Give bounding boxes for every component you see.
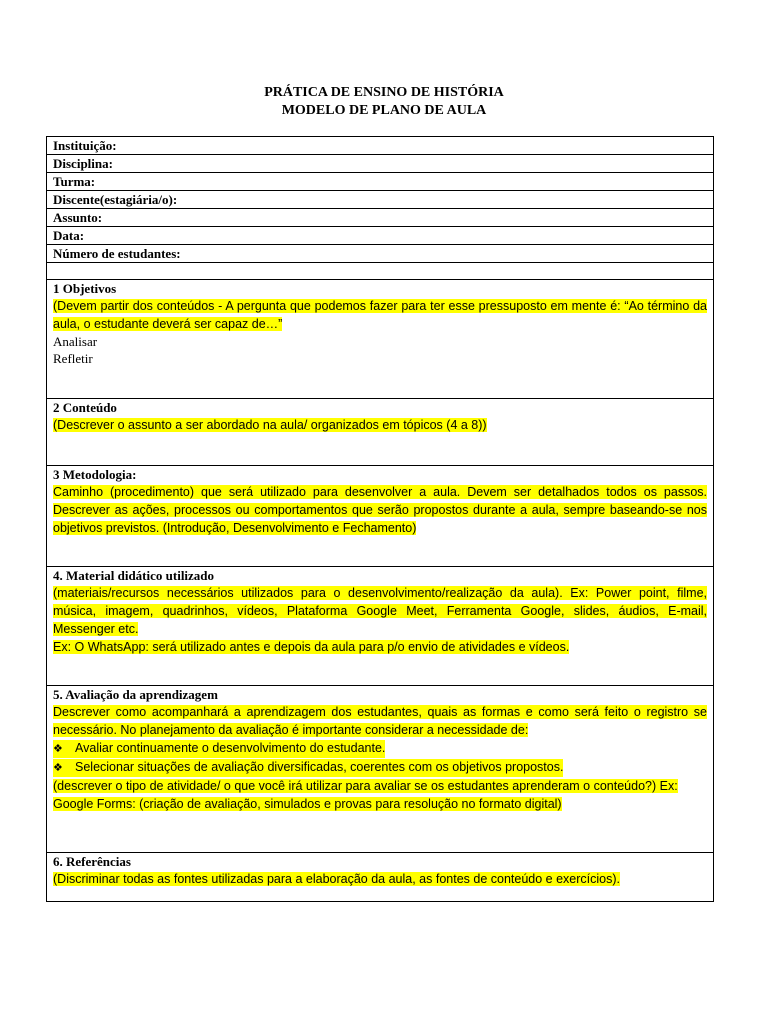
bullet-item: [53, 759, 563, 777]
section-instruction: (Descrever o assunto a ser abordado na aula/ organizados em tópicos (4 a 8)): [53, 418, 487, 432]
section-instruction: Caminho (procedimento) que será utilizado para desenvolver a aula. Devem ser detalhados todos os passos. Descrever as ações, processos ou comportamentos que serão propostos durante a aula, sempre baseando-se nos objetivos previstos. (Introdução, Desenvolvimento e Fechamento): [53, 485, 707, 535]
section-metodologia: [47, 466, 714, 567]
field-disciplina: Disciplina:: [47, 155, 714, 173]
section-instruction: Descrever como acompanhará a aprendizagem dos estudantes, quais as formas e como será feito o registro se necessário. No planejamento da avaliação é importante considerar a necessidade de:: [53, 705, 707, 737]
field-discente: Discente(estagiária/o):: [47, 191, 714, 209]
bullet-item: [53, 740, 385, 758]
section-conteudo: [47, 399, 714, 466]
title-line-1: PRÁTICA DE ENSINO DE HISTÓRIA: [264, 85, 504, 100]
title-line-2: MODELO DE PLANO DE AULA: [281, 103, 487, 118]
section-material: [47, 567, 714, 686]
lesson-plan-table: [46, 136, 714, 902]
diamond-bullet-icon: ❖: [53, 762, 63, 774]
section-title: 6. Referências: [53, 854, 131, 869]
section-title: 5. Avaliação da aprendizagem: [53, 687, 218, 702]
field-data: Data:: [47, 227, 714, 245]
field-turma: Turma:: [47, 173, 714, 191]
document-title: [0, 84, 768, 120]
section-instruction: (Devem partir dos conteúdos - A pergunta que podemos fazer para ter esse pressuposto em mente é: “Ao término da aula, o estudante deverá ser capaz de…”: [53, 299, 707, 331]
field-assunto: Assunto:: [47, 209, 714, 227]
section-title: 2 Conteúdo: [53, 400, 117, 415]
section-referencias: [47, 853, 714, 902]
field-instituicao: Instituição:: [47, 137, 714, 155]
objective-item: Analisar: [53, 334, 98, 349]
section-objetivos: [47, 280, 714, 399]
section-instruction: (materiais/recursos necessários utilizados para o desenvolvimento/realização da aula). Ex: Power point, filme, música, imagem, quadrinhos, vídeos, Plataforma Google Meet, Ferramenta Google, slides, áudios, E-mail, Messenger etc.: [53, 586, 707, 636]
spacer-row: [47, 263, 714, 280]
section-avaliacao: [47, 686, 714, 853]
section-title: 1 Objetivos: [53, 281, 117, 296]
section-title: 4. Material didático utilizado: [53, 568, 215, 583]
field-numero-estudantes: Número de estudantes:: [47, 245, 714, 263]
bullet-text: Avaliar continuamente o desenvolvimento do estudante.: [75, 741, 386, 755]
section-note: (descrever o tipo de atividade/ o que você irá utilizar para avaliar se os estudantes aprenderam o conteúdo?) Ex: Google Forms: (criação de avaliação, simulados e provas para resolução no formato digital): [53, 779, 678, 811]
diamond-bullet-icon: ❖: [53, 743, 63, 755]
section-title: 3 Metodologia:: [53, 467, 137, 482]
objective-item: Refletir: [53, 351, 93, 366]
bullet-text: Selecionar situações de avaliação diversificadas, coerentes com os objetivos propostos.: [75, 760, 564, 774]
section-instruction: (Discriminar todas as fontes utilizadas para a elaboração da aula, as fontes de conteúdo e exercícios).: [53, 872, 620, 886]
section-example: Ex: O WhatsApp: será utilizado antes e depois da aula para p/o envio de atividades e vídeos.: [53, 640, 570, 654]
